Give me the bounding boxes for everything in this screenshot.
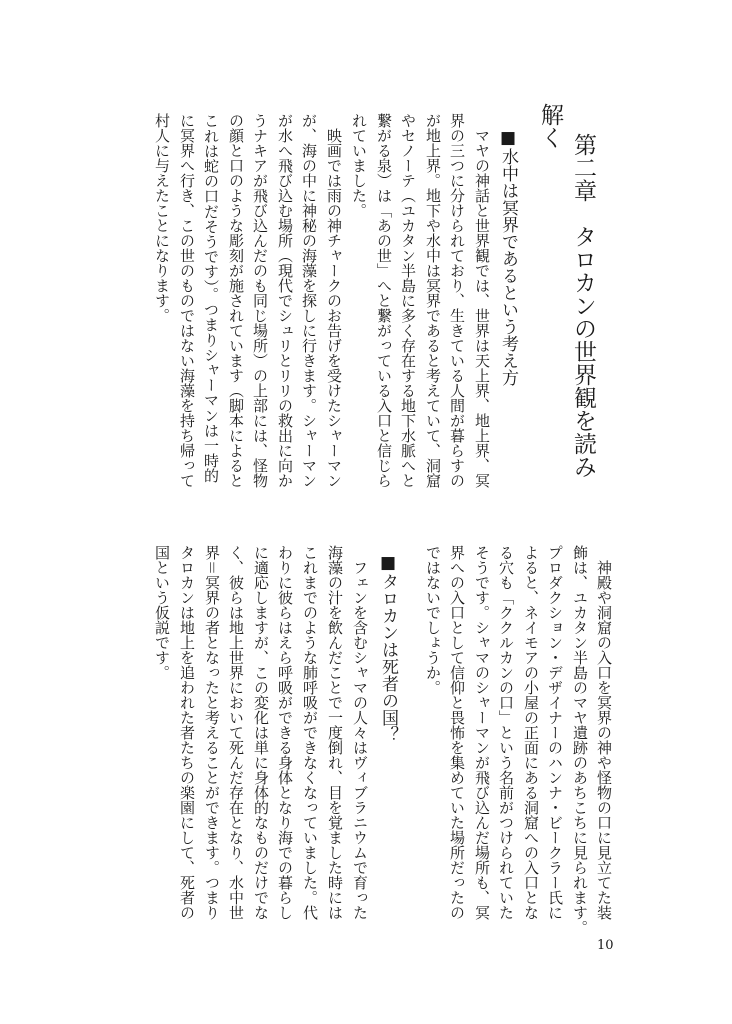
body-text-line: よると、ネイモアの小屋の正面にある洞窟への入口とな [522, 545, 540, 920]
body-text-line: が水へ飛び込む場所（現代でシュリとリリの救出に向か [276, 113, 294, 488]
body-text-line: ではないでしょうか。 [424, 545, 442, 695]
body-text-line: これまでのような肺呼吸ができなくなっていました。代 [301, 545, 319, 920]
body-text-line: マヤの神話と世界観では、世界は天上界、地上界、冥 [473, 128, 491, 488]
body-text-line: 村人に与えたことになります。 [153, 113, 171, 323]
body-text-line: プロダクション・デザイナーのハンナ・ビークラー氏に [546, 545, 564, 920]
body-text-line: わりに彼らはえら呼吸ができる身体となり海での暮らし [276, 545, 294, 920]
body-text-line: これは蛇の口だそうです）。つまりシャーマンは一時的 [202, 113, 220, 483]
body-text-line: 海藻の汁を飲んだことで一度倒れ、目を覚ました時には [326, 545, 344, 920]
body-text-line: 神殿や洞窟の入口を冥界の神や怪物の口に見立てた装 [595, 560, 613, 920]
body-text-line: れていました。 [350, 113, 368, 218]
body-text-line: 繋がる泉）は「あの世」へと繋がっている入口と信じら [375, 113, 393, 488]
section-heading-talokan-land-of-dead: ■タロカンは死者の国？ [378, 553, 398, 743]
body-text-line: うナキアが飛び込んだのも同じ場所）の上部には、怪物 [251, 113, 269, 488]
body-text-line: 飾は、ユカタン半島のマヤ遺跡のあちこちに見られます。 [571, 545, 589, 935]
body-text-line: に適応しますが、この変化は単に身体的なものだけでな [252, 545, 270, 920]
section-heading-underwater-underworld: ■水中は冥界であるという考え方 [498, 128, 518, 386]
body-text-line: 界への入口として信仰と畏怖を集めていた場所だったの [448, 545, 466, 920]
chapter-title-line-1: 第二章 タロカンの世界観を読み [570, 133, 596, 478]
body-text-line: く、彼らは地上世界において死んだ存在となり、水中世 [227, 545, 245, 920]
body-text-line: の顔と口のような彫刻が施されています（脚本によると [227, 113, 245, 488]
chapter-title-line-2: 解く [537, 103, 563, 149]
body-text-line: フェンを含むシャマの人々はヴィブラニウムで育った [351, 560, 369, 920]
body-text-line: そうです。シャマのシャーマンが飛び込んだ場所も、冥 [473, 545, 491, 920]
body-text-line: が、海の中に神秘の海藻を探しに行きます。シャーマン [300, 113, 318, 488]
body-text-line: に冥界へ行き、この世のものではない海藻を持ち帰って [178, 113, 196, 488]
body-text-line: 界＝冥界の者となったと考えることができます。つまり [203, 545, 221, 921]
body-text-line: が地上界。地下や水中は冥界であると考えていて、洞窟 [424, 113, 442, 488]
body-text-line: 国という仮説です。 [153, 545, 171, 680]
body-text-line: やセノーテ（ユカタン半島に多く存在する地下水脈へと [399, 113, 417, 488]
body-text-line: 映画では雨の神チャークのお告げを受けたシャーマン [325, 128, 343, 488]
body-text-line: る穴も「ククルカンの口」という名前がつけられていた [497, 545, 515, 920]
body-text-line: 界の三つに分けられており、生きている人間が暮らすの [448, 113, 466, 488]
body-text-line: タロカンは地上を追われた者たちの楽園にして、死者の [178, 545, 196, 920]
page-number: 10 [597, 938, 614, 953]
